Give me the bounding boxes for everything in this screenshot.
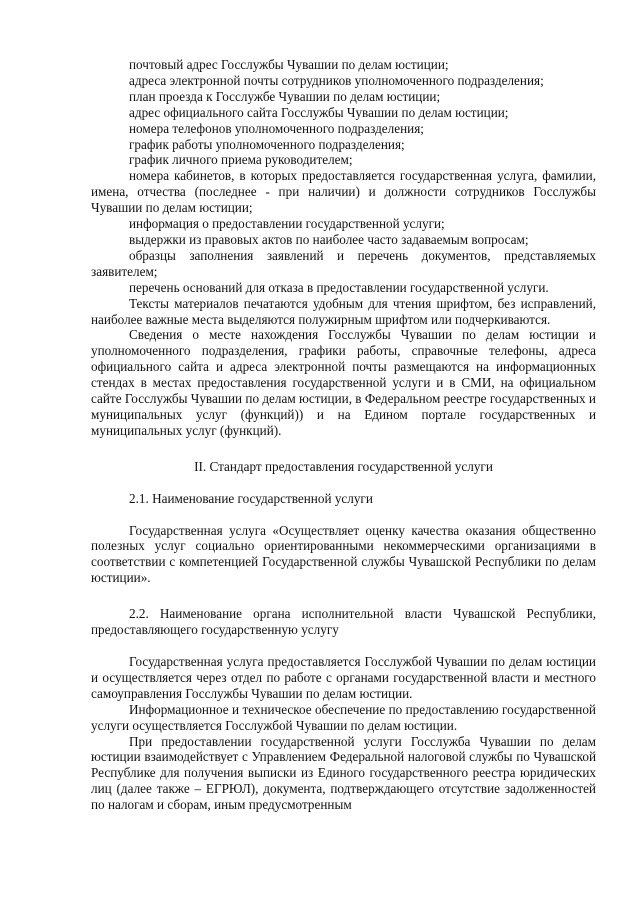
list-item: график личного приема руководителем; [129, 152, 353, 168]
paragraph-2-1: Государственная услуга «Осуществляет оценку качества оказания общественно полезных услуг социально ориентированными некоммерческими организациями в соответствии с компетенцией Государственной службы Чувашской Республики по делам юстиции». [91, 522, 596, 586]
list-item: план проезда к Госслужбе Чувашии по делам юстиции; [129, 88, 441, 104]
section-title: II. Стандарт предоставления государственной услуги [194, 458, 493, 474]
list-item: почтовый адрес Госслужбы Чувашии по делам юстиции; [129, 57, 449, 72]
spacer [91, 475, 596, 491]
paragraph-2-2-b: Информационное и техническое обеспечение по предоставлению государственной услуги осуществляется Госслужбой Чувашии по делам юстиции. [91, 701, 596, 733]
list-item: образцы заполнения заявлений и перечень документов, представляемых заявителем; [91, 247, 596, 279]
spacer [91, 586, 596, 606]
list-item: адреса электронной почты сотрудников уполномоченного подразделения; [129, 72, 544, 88]
subsection-2-1-title: 2.1. Наименование государственной услуги [129, 490, 373, 506]
list-item: номера кабинетов, в которых предоставляется государственная услуга, фамилии, имена, отчества (последнее - при наличии) и должности сотрудников Госслужбы Чувашии по делам юстиции; [91, 168, 596, 216]
document-page [91, 57, 596, 813]
list-item: график работы уполномоченного подразделения; [129, 136, 405, 152]
list-item: выдержки из правовых актов по наиболее часто задаваемым вопросам; [129, 231, 529, 247]
paragraph-texts: Тексты материалов печатаются удобным для чтения шрифтом, без исправлений, наиболее важные места выделяются полужирным шрифтом или подчеркиваются. [91, 295, 596, 327]
subsection-2-2-title: 2.2. Наименование органа исполнительной власти Чувашской Республики, предоставляющего государственную услугу [91, 606, 596, 638]
list-item: перечень оснований для отказа в предоставлении государственной услуги. [129, 279, 549, 295]
paragraph-2-2-c: При предоставлении государственной услуги Госслужба Чувашии по делам юстиции взаимодействует с Управлением Федеральной налоговой службы по Чувашской Республике для получения выписки из Единого государственного реестра юридических лиц (далее также – ЕГРЮЛ), документа, подтверждающего отсутствие задолженностей по налогам и сборам, иным предусмотренным [91, 733, 596, 813]
list-item: информация о предоставлении государственной услуги; [129, 216, 445, 232]
list-item: адрес официального сайта Госслужбы Чувашии по делам юстиции; [129, 104, 509, 120]
spacer [91, 439, 596, 459]
paragraph-info-location: Сведения о месте нахождения Госслужбы Чувашии по делам юстиции и уполномоченного подразделения, графики работы, справочные телефоны, адреса официального сайта и адреса электронной почты размещаются на информационных стендах в местах предоставления государственной услуги и в СМИ, на официальном сайте Госслужбы Чувашии по делам юстиции, в Федеральном реестре государственных и муниципальных услуг (функций)) и на Едином портале государственных и муниципальных услуг (функций). [91, 327, 596, 438]
list-item: номера телефонов уполномоченного подразделения; [129, 120, 424, 136]
spacer [91, 638, 596, 654]
spacer [91, 507, 596, 523]
paragraph-2-2-a: Государственная услуга предоставляется Госслужбой Чувашии по делам юстиции и осуществляется через отдел по работе с органами государственной власти и местного самоуправления Госслужбы Чувашии по делам юстиции. [91, 654, 596, 701]
